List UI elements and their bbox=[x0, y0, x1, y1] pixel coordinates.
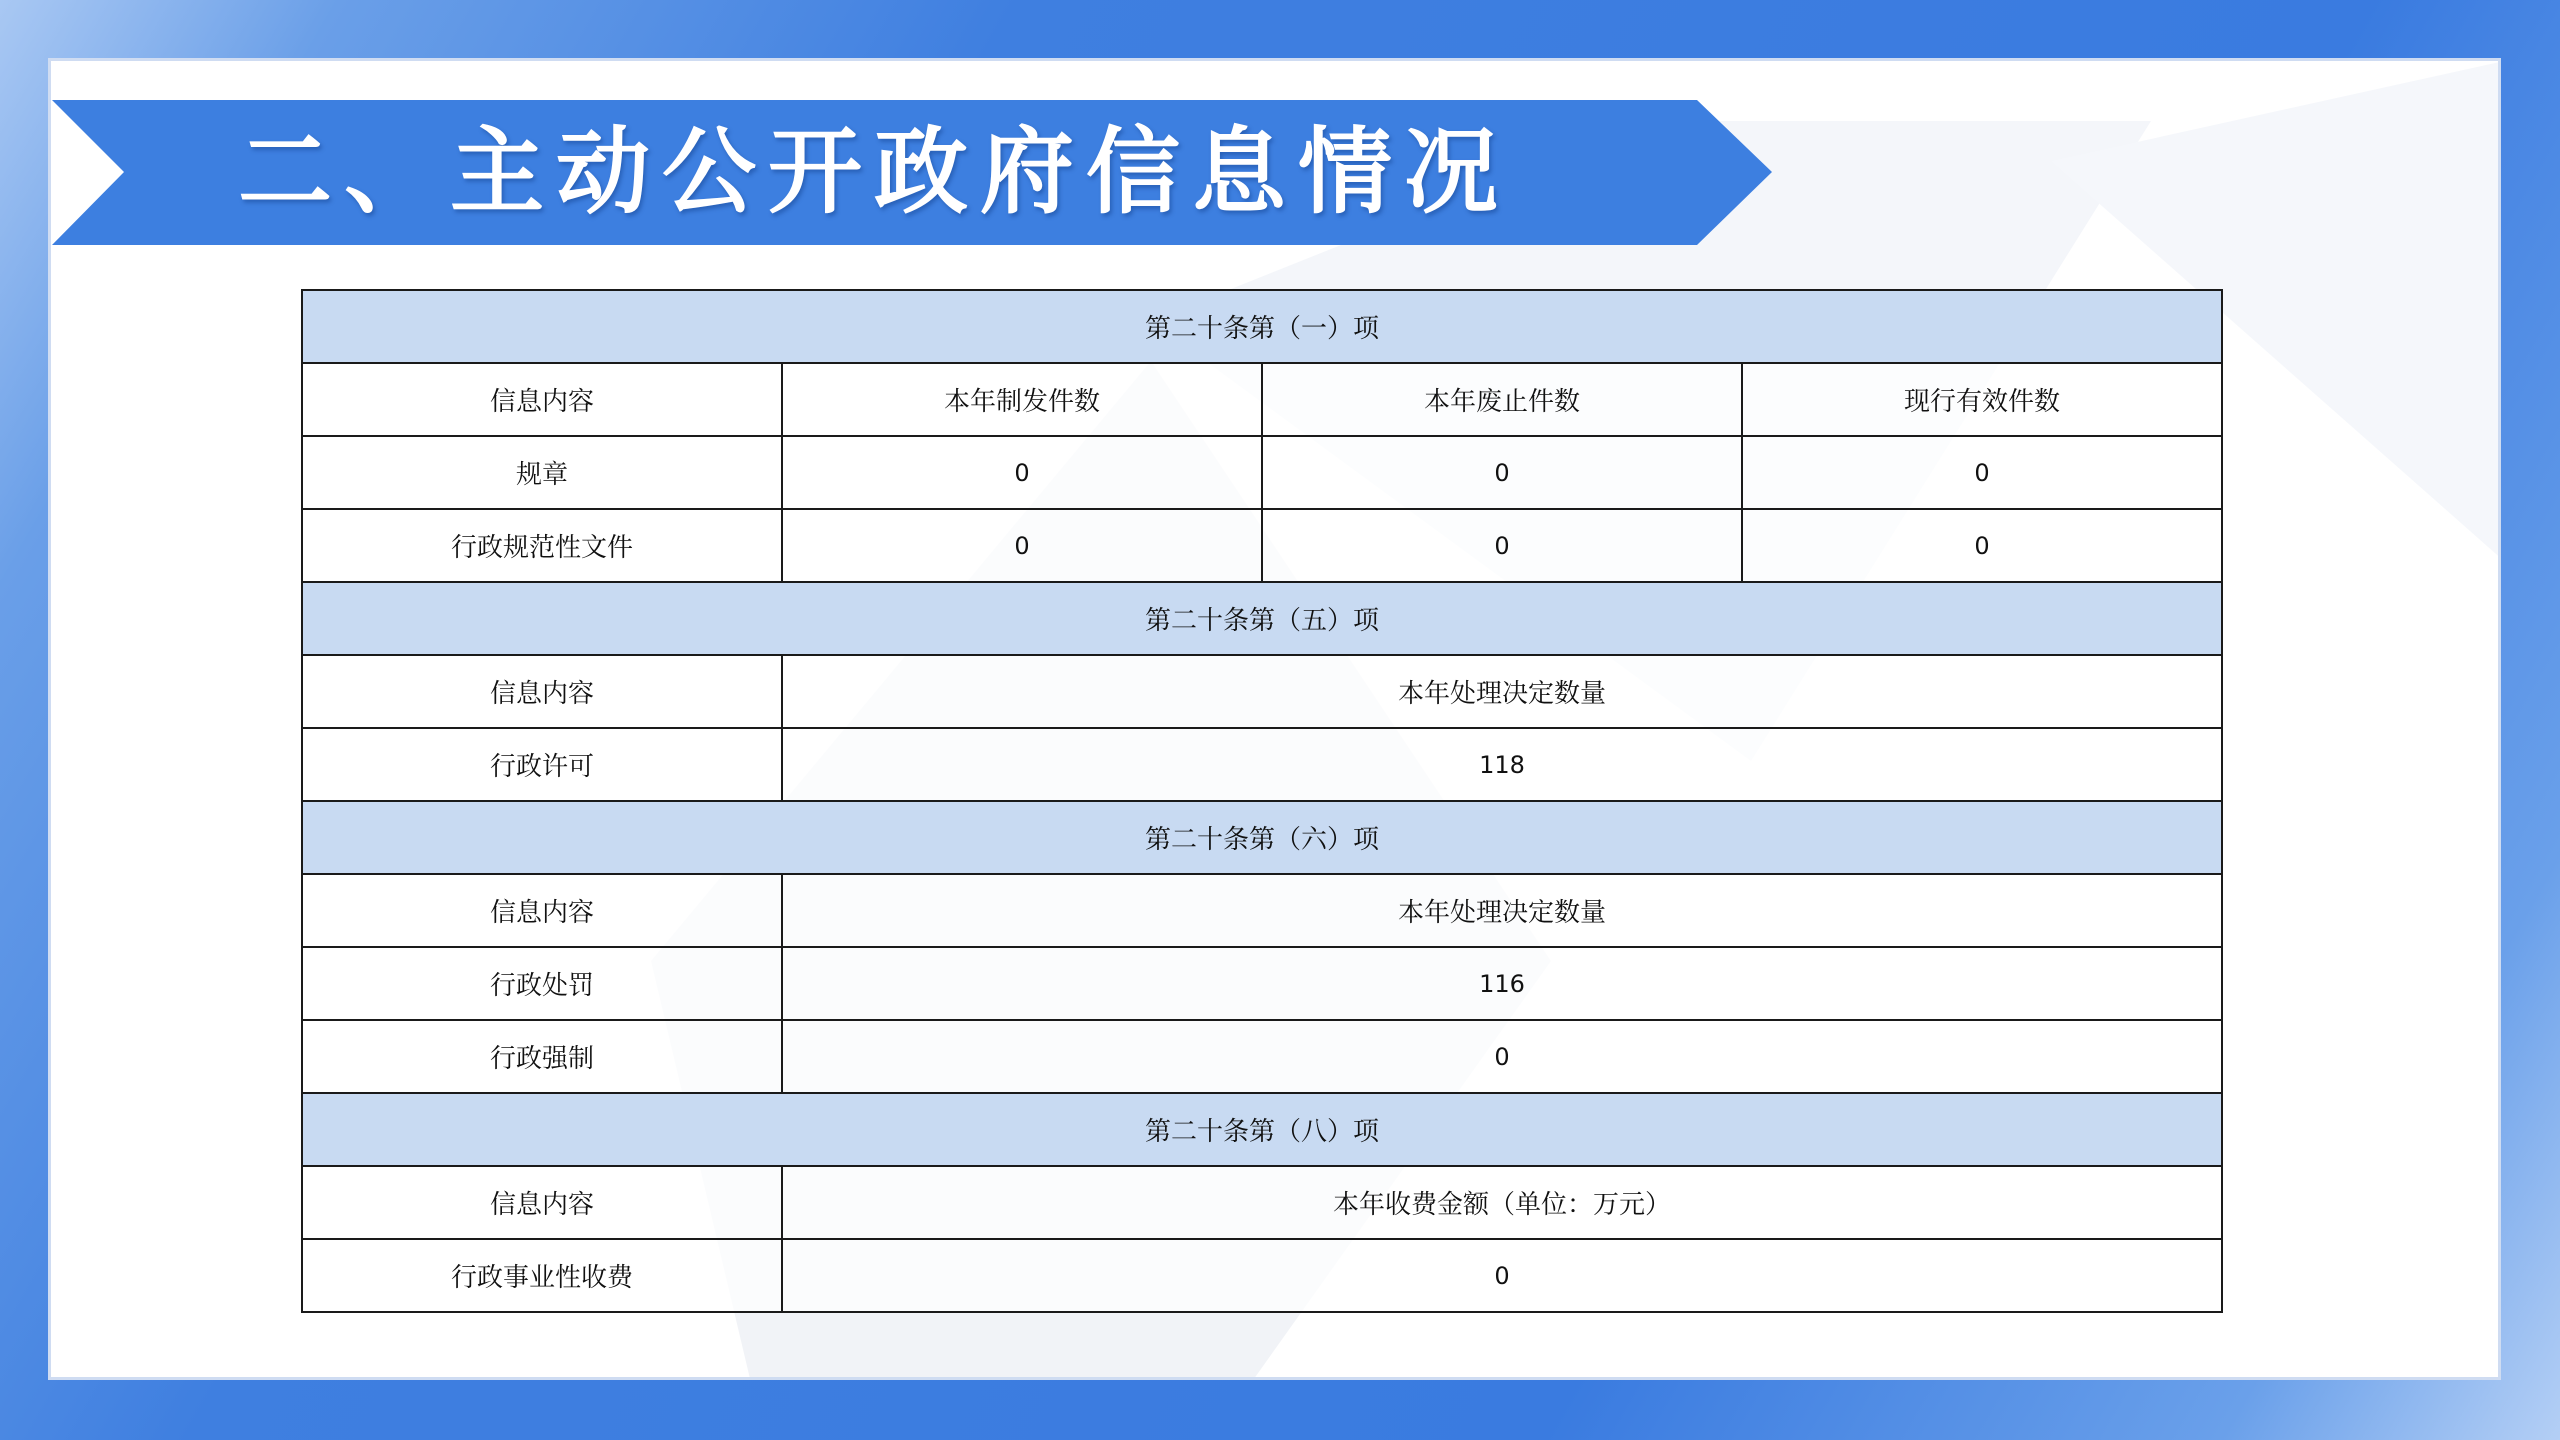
title-banner bbox=[52, 100, 1772, 245]
table-row bbox=[302, 1020, 2222, 1093]
column-header: 本年制发件数 bbox=[782, 363, 1262, 436]
section-title: 第二十条第（五）项 bbox=[302, 582, 2222, 655]
cell-value: 118 bbox=[782, 728, 2222, 801]
section-title: 第二十条第（六）项 bbox=[302, 801, 2222, 874]
disclosure-table bbox=[301, 289, 2223, 1313]
row-label: 规章 bbox=[302, 436, 782, 509]
column-header: 信息内容 bbox=[302, 1166, 782, 1239]
table-row bbox=[302, 947, 2222, 1020]
column-header: 本年收费金额（单位：万元） bbox=[782, 1166, 2222, 1239]
column-header: 本年处理决定数量 bbox=[782, 655, 2222, 728]
cell-value: 0 bbox=[1262, 509, 1742, 582]
row-label: 行政处罚 bbox=[302, 947, 782, 1020]
cell-value: 0 bbox=[782, 436, 1262, 509]
row-label: 行政许可 bbox=[302, 728, 782, 801]
column-header-row bbox=[302, 655, 2222, 728]
column-header-row bbox=[302, 874, 2222, 947]
column-header: 现行有效件数 bbox=[1742, 363, 2222, 436]
section-header-row bbox=[302, 801, 2222, 874]
table-row bbox=[302, 1239, 2222, 1312]
section-title: 第二十条第（一）项 bbox=[302, 290, 2222, 363]
row-label: 行政规范性文件 bbox=[302, 509, 782, 582]
disclosure-table-container bbox=[301, 289, 2221, 1313]
row-label: 行政强制 bbox=[302, 1020, 782, 1093]
cell-value: 0 bbox=[782, 1020, 2222, 1093]
section-header-row bbox=[302, 290, 2222, 363]
table-row bbox=[302, 436, 2222, 509]
column-header-row bbox=[302, 1166, 2222, 1239]
cell-value: 0 bbox=[1742, 436, 2222, 509]
row-label: 行政事业性收费 bbox=[302, 1239, 782, 1312]
section-title: 第二十条第（八）项 bbox=[302, 1093, 2222, 1166]
column-header: 信息内容 bbox=[302, 655, 782, 728]
cell-value: 116 bbox=[782, 947, 2222, 1020]
column-header: 信息内容 bbox=[302, 363, 782, 436]
cell-value: 0 bbox=[782, 509, 1262, 582]
table-row bbox=[302, 728, 2222, 801]
column-header: 本年处理决定数量 bbox=[782, 874, 2222, 947]
column-header: 信息内容 bbox=[302, 874, 782, 947]
column-header-row bbox=[302, 363, 2222, 436]
cell-value: 0 bbox=[1742, 509, 2222, 582]
page-title: 二、主动公开政府信息情况 bbox=[238, 118, 1511, 227]
cell-value: 0 bbox=[782, 1239, 2222, 1312]
section-header-row bbox=[302, 582, 2222, 655]
section-header-row bbox=[302, 1093, 2222, 1166]
table-row bbox=[302, 509, 2222, 582]
cell-value: 0 bbox=[1262, 436, 1742, 509]
column-header: 本年废止件数 bbox=[1262, 363, 1742, 436]
